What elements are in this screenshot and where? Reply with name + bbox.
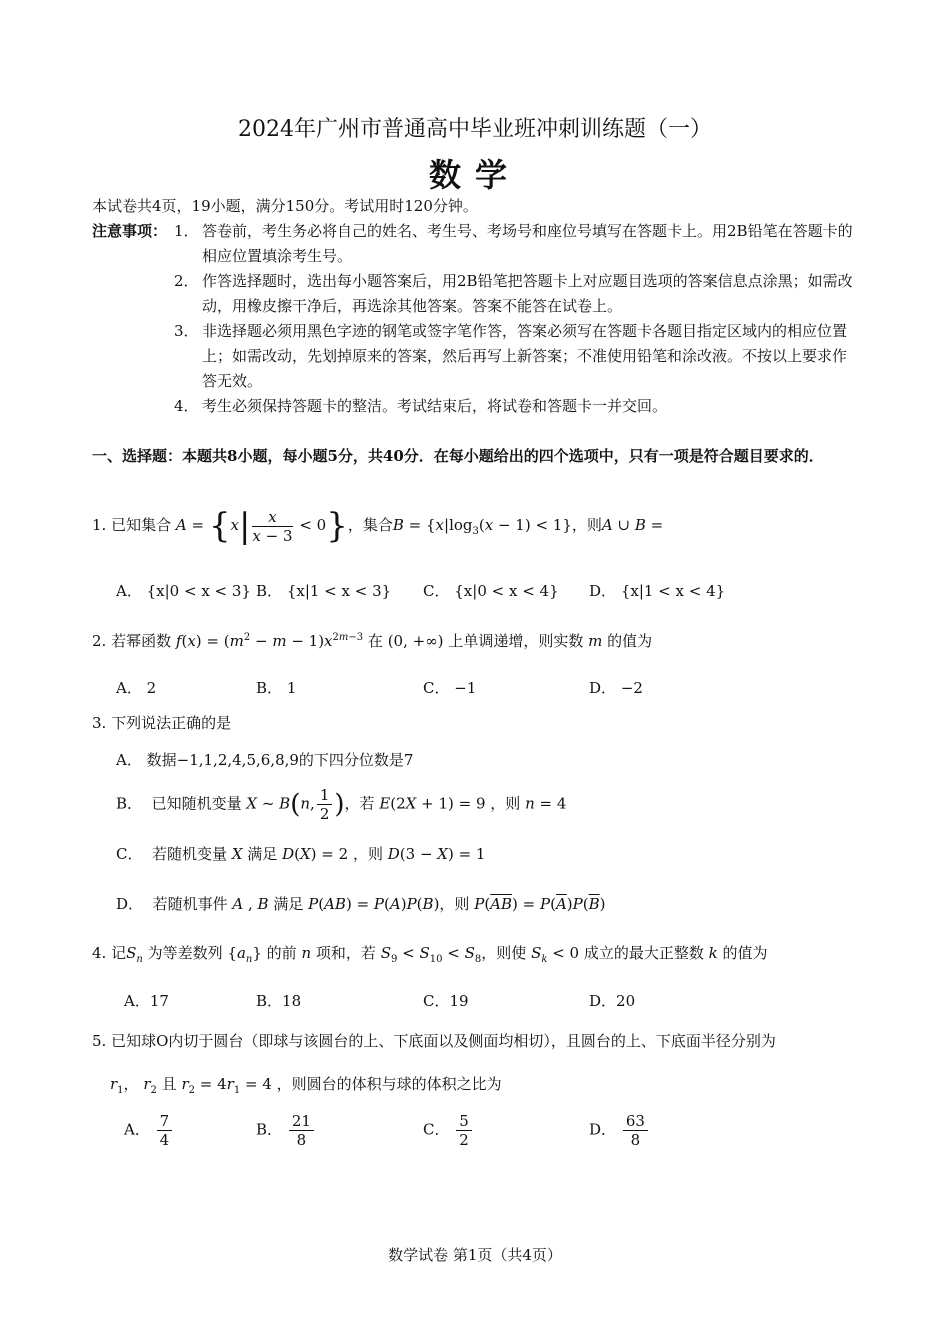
stem-text: 在: [367, 632, 383, 650]
q1-option-d: D． {x|1 < x < 4}: [589, 582, 726, 600]
q2-option-c: C． −1: [423, 679, 477, 697]
note-number: 4．: [174, 397, 199, 415]
q3-option-a: A． 数据−1,1,2,4,5,6,8,9的下四分位数是7: [116, 751, 414, 769]
note-text: 作答选择题时，选出每小题答案后，用2B铅笔把答题卡上对应题目选项的答案信息点涂黑；如需改动，用橡皮擦干净后，再选涂其他答案。答案不能答在试卷上。: [202, 272, 853, 315]
fraction: $\frac{x}{x - 3}$: [252, 507, 293, 545]
note-text: 考生必须保持答题卡的整洁。考试结束后，将试卷和答题卡一并交回。: [202, 397, 668, 415]
note-number: 2．: [174, 272, 199, 290]
question-5-stem: 5. 已知球O内切于圆台（即球与该圆台的上、下底面以及侧面均相切），且圆台的上、下底面半径分别为: [92, 1032, 776, 1050]
note-number: 1．: [174, 222, 199, 240]
q2-option-a: A． 2: [116, 679, 157, 697]
q5-option-c: C． $\frac{5}{2}$: [423, 1112, 474, 1149]
q1-option-a: A． {x|0 < x < 3}: [116, 582, 251, 600]
q3-option-c: C． 若随机变量 X 满足 D(X) = 2 ，则 D(3 − X) = 1: [116, 845, 486, 863]
stem-text: 的值为: [607, 632, 653, 650]
stem-text: ，则: [571, 516, 602, 534]
question-4-stem: 4. 记$S_n$ 为等差数列 $\{a_n\}$ 的前 n 项和，若 $S_9 < S_{10} < S_8$，则使 $S_k < 0$ 成立的最大正整数 k 的值为: [92, 944, 768, 965]
section-heading: 一、选择题：本题共8小题，每小题5分，共40分．在每小题给出的四个选项中，只有一项是符合题目要求的．: [92, 447, 824, 465]
q2-option-d: D． −2: [589, 679, 643, 697]
q2-option-b: B． 1: [256, 679, 297, 697]
q1-option-c: C． {x|0 < x < 4}: [423, 582, 559, 600]
note-number: 3．: [174, 322, 199, 340]
q3-option-d: D． 若随机事件 A , B 满足 P(AB) = P(A)P(B)，则 $P(\overline{AB}) = P(\overline{A})P(\overline{B})$: [116, 895, 606, 913]
stem-text: 已知集合: [111, 516, 172, 534]
q5-option-d: D． $\frac{63}{8}$: [589, 1112, 650, 1149]
stem-text: 若幂函数: [111, 632, 172, 650]
q4-option-d: D．20: [589, 992, 636, 1010]
intro-line: 本试卷共4页，19小题，满分150分。考试用时120分钟。: [92, 197, 478, 215]
notes-heading: 注意事项：: [92, 222, 168, 240]
note-text: 答卷前，考生务必将自己的姓名、考生号、考场号和座位号填写在答题卡上。用2B铅笔在答题卡的相应位置填涂考生号。: [202, 222, 853, 265]
question-3-stem: 3. 下列说法正确的是: [92, 714, 232, 732]
q4-option-c: C．19: [423, 992, 469, 1010]
question-1-stem: 1. 已知集合 A = {x| $\frac{x}{x - 3}$ < 0}，集合$B = \{x|\log_3(x - 1) < 1\}$，则A ∪ B =: [92, 506, 664, 546]
question-2-stem: 2. 若幂函数 $f(x) = (m^2 - m - 1)x^{2m-3}$ 在 (0, +∞) 上单调递增，则实数 m 的值为: [92, 632, 653, 650]
stem-text: ，集合: [347, 516, 393, 534]
note-text: 非选择题必须用黑色字迹的钢笔或签字笔作答，答案必须写在答题卡各题目指定区域内的相应位置上；如需改动，先划掉原来的答案，然后再写上新答案；不准使用铅笔和涂改液。不按以上要求作答无效。: [202, 322, 848, 390]
stem-text: 上单调递增，则实数: [448, 632, 584, 650]
q5-option-a: A． $\frac{7}{4}$: [124, 1112, 174, 1149]
q5-option-b: B． $\frac{21}{8}$: [256, 1112, 316, 1149]
subject-title: 数学: [428, 156, 521, 194]
q4-option-b: B．18: [256, 992, 302, 1010]
page-footer: 数学试卷 第1页（共4页）: [388, 1246, 562, 1264]
q3-option-b: B． 已知随机变量 X ~ B(n, $\frac{1}{2}$ )，若 E(2X + 1) = 9 ，则 n = 4: [116, 786, 567, 823]
q1-option-b: B． {x|1 < x < 3}: [256, 582, 392, 600]
question-number: 2.: [92, 632, 112, 650]
question-number: 1.: [92, 516, 112, 534]
question-5-stem-line2: $r_1$， $r_2$ 且 $r_2 = 4r_1 = 4$ ，则圆台的体积与球的体积之比为: [110, 1075, 502, 1096]
q4-option-a: A．17: [124, 992, 169, 1010]
exam-title: 2024年广州市普通高中毕业班冲刺训练题（一）: [238, 117, 712, 142]
